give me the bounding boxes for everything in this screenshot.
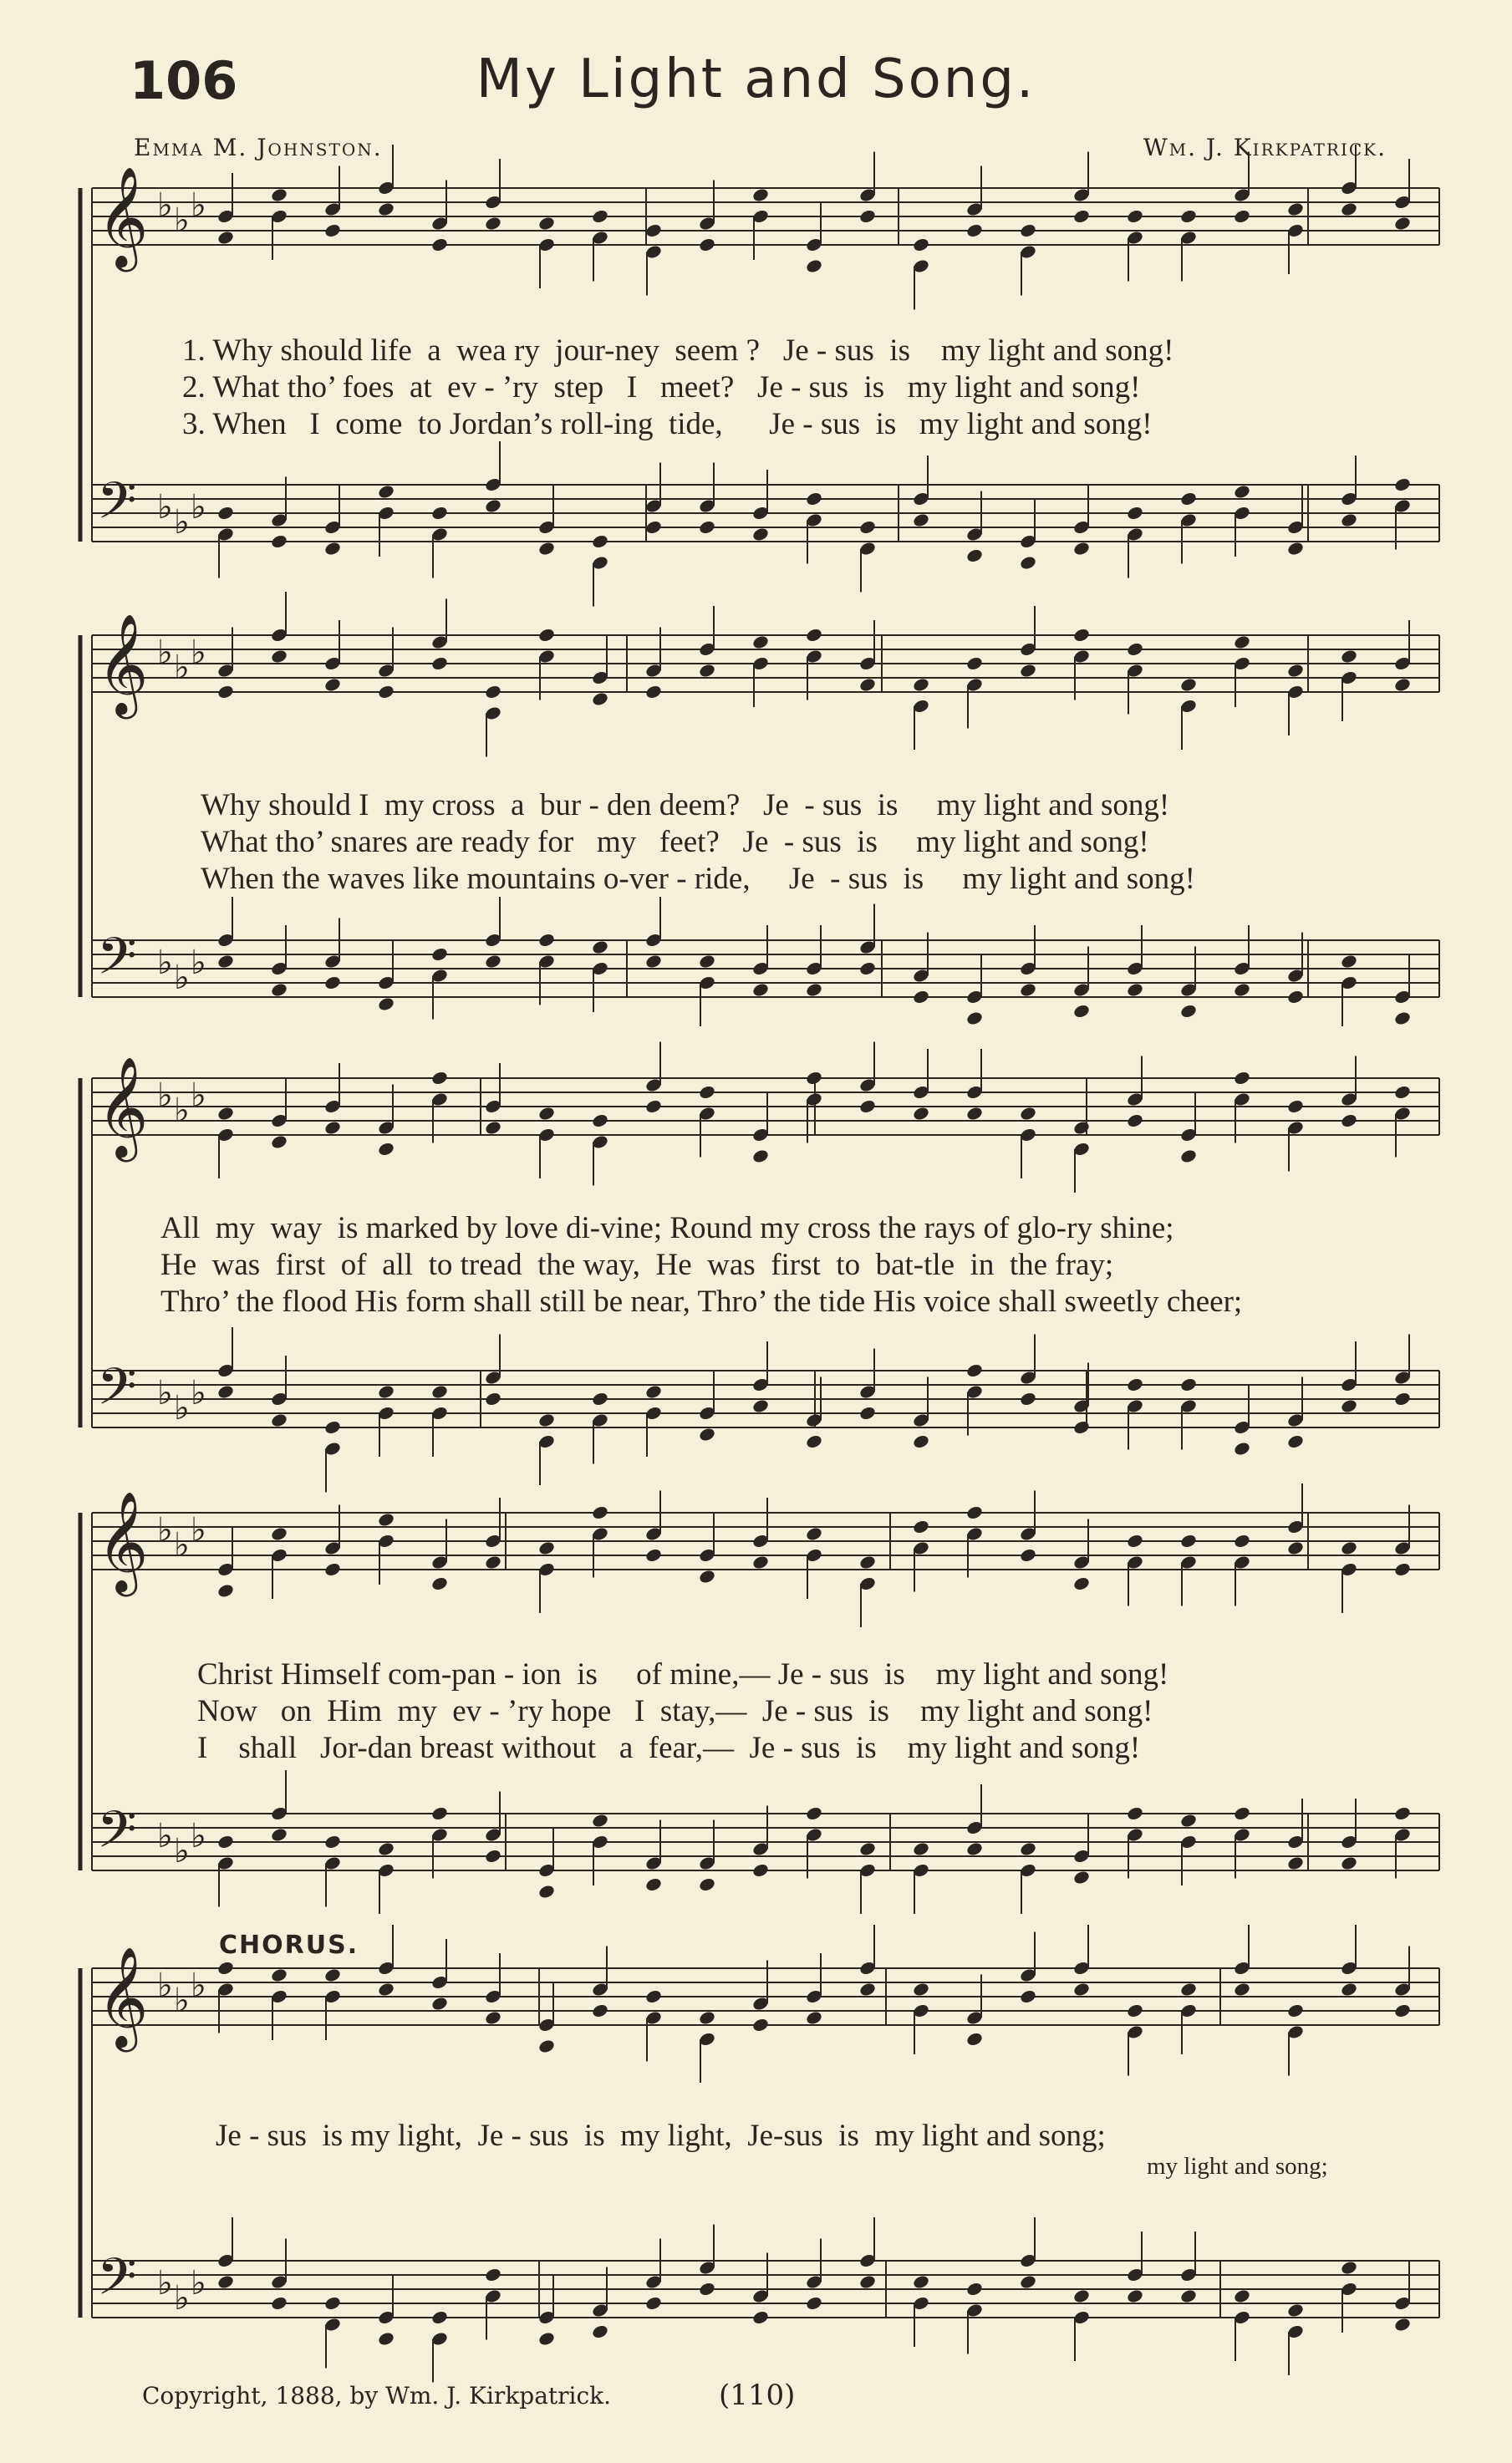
lyric-line: Thro’ the flood His form shall still be near, Thro’ the tide His voice shall sweetly cheer; (160, 1285, 1243, 1319)
note-head (751, 1862, 770, 1878)
note-head (1126, 1805, 1144, 1821)
flat-sign: ♭ (191, 2264, 206, 2303)
note-head (377, 484, 395, 500)
note-head (1072, 1419, 1091, 1435)
note-head (377, 996, 395, 1012)
lyric-line: 3. When I come to Jordan’s roll-ing tide, Je - sus is my light and song! (182, 407, 1153, 441)
note-head (1072, 1575, 1091, 1591)
note-head (1179, 491, 1198, 506)
flat-sign: ♭ (157, 186, 173, 225)
clef-glyph: 𝄞 (97, 1490, 149, 1592)
chorus-label: CHORUS. (219, 1931, 359, 1960)
note-head (430, 1384, 449, 1400)
clef-glyph: 𝄢 (97, 927, 137, 999)
note-head (1072, 1870, 1091, 1885)
note-head (644, 1547, 663, 1563)
note-head (1179, 1148, 1198, 1164)
note-head (1126, 641, 1144, 657)
note-head (1126, 1377, 1144, 1392)
note-head (751, 187, 770, 203)
note-head (1393, 1084, 1412, 1100)
note-head (1072, 2288, 1091, 2304)
note-head (1340, 1540, 1358, 1556)
note-head (377, 1512, 395, 1528)
note-head (430, 1996, 449, 2012)
note-head (591, 533, 609, 549)
note-head (537, 932, 556, 948)
note-head (1019, 982, 1037, 998)
note-head (698, 2281, 716, 2297)
flat-sign: ♭ (174, 1526, 190, 1565)
note-head (1393, 216, 1412, 232)
flat-sign: ♭ (174, 959, 190, 997)
note-head (270, 2295, 288, 2311)
note-head (537, 216, 556, 232)
note-head (1126, 1533, 1144, 1549)
note-head (1072, 1003, 1091, 1019)
note-head (965, 655, 984, 671)
note-head (1233, 1441, 1251, 1457)
flat-sign: ♭ (174, 2279, 190, 2318)
note-head (1393, 1561, 1412, 1577)
note-head (216, 1583, 235, 1599)
note-head (377, 1841, 395, 1857)
note-head (1179, 1813, 1198, 1829)
page-number: (110) (719, 2379, 796, 2412)
note-head (1340, 1398, 1358, 1414)
note-head (1233, 1805, 1251, 1821)
note-head (805, 982, 823, 998)
flat-sign: ♭ (157, 1076, 173, 1115)
note-head (965, 1106, 984, 1122)
note-head (965, 2031, 984, 2047)
note-head (912, 989, 930, 1005)
flat-sign: ♭ (157, 634, 173, 672)
note-head (858, 1555, 877, 1570)
clef-glyph: 𝄞 (97, 613, 149, 715)
note-head (751, 634, 770, 650)
note-head (698, 519, 716, 535)
note-head (430, 655, 449, 671)
note-head (216, 2274, 235, 2290)
note-head (1286, 1855, 1305, 1871)
flat-sign: ♭ (191, 1374, 206, 1412)
note-head (430, 237, 449, 252)
note-head (270, 1526, 288, 1542)
note-head (1286, 1540, 1305, 1556)
note-head (912, 1841, 930, 1857)
note-head (537, 1884, 556, 1900)
note-head (1019, 555, 1037, 571)
note-head (805, 627, 823, 643)
note-head (1393, 677, 1412, 693)
note-head (270, 1412, 288, 1428)
lyric-line: Christ Himself com-pan - ion is of mine,— Je - sus is my light and song! (197, 1657, 1169, 1692)
lyric-line: 1. Why should life a wea ry jour-ney seem ? Je - sus is my light and song! (182, 333, 1174, 368)
note-head (698, 663, 716, 679)
note-head (1019, 222, 1037, 238)
note-head (965, 1362, 984, 1378)
note-head (323, 541, 342, 557)
lyric-line: He was first of all to tread the way, He was first to bat-tle in the fray; (160, 1248, 1114, 1282)
note-head (644, 1988, 663, 2004)
note-head (1126, 2288, 1144, 2304)
note-head (591, 1504, 609, 1520)
composer-credit: Wm. J. Kirkpatrick. (1143, 134, 1387, 161)
flat-sign: ♭ (191, 1967, 206, 2005)
note-head (216, 505, 235, 521)
clef-glyph: 𝄢 (97, 471, 137, 543)
note-head (537, 1412, 556, 1428)
note-head (1286, 1098, 1305, 1114)
flat-sign: ♭ (157, 1511, 173, 1550)
flat-sign: ♭ (174, 1092, 190, 1130)
note-head (1179, 1377, 1198, 1392)
note-head (858, 208, 877, 224)
flat-sign: ♭ (174, 1982, 190, 2020)
note-head (430, 505, 449, 521)
note-head (537, 1106, 556, 1122)
note-head (1393, 476, 1412, 492)
lyric-line: 2. What tho’ foes at ev - ’ry step I meet? Je - sus is my light and song! (182, 370, 1141, 405)
note-head (1126, 2002, 1144, 2018)
note-head (912, 677, 930, 693)
note-head (430, 1070, 449, 1086)
note-head (537, 1540, 556, 1556)
note-head (270, 649, 288, 664)
note-head (484, 684, 502, 700)
note-head (965, 2281, 984, 2297)
note-head (323, 1561, 342, 1577)
note-head (591, 939, 609, 955)
note-head (1340, 1112, 1358, 1128)
note-head (1179, 208, 1198, 224)
note-head (751, 2017, 770, 2033)
note-head (484, 1555, 502, 1570)
note-head (858, 1982, 877, 1997)
note-head (644, 954, 663, 969)
note-head (591, 208, 609, 224)
lyric-line: When the waves like mountains o-ver - ride, Je - sus is my light and song! (201, 862, 1195, 896)
note-head (377, 2331, 395, 2347)
note-head (1233, 1070, 1251, 1086)
note-head (698, 1084, 716, 1100)
note-head (805, 1070, 823, 1086)
note-head (1286, 989, 1305, 1005)
clef-glyph: 𝄞 (97, 1946, 149, 2048)
note-head (1393, 1805, 1412, 1821)
lyricist-credit: Emma M. Johnston. (134, 134, 383, 161)
note-head (1340, 201, 1358, 217)
note-head (1179, 1982, 1198, 1997)
note-head (858, 2274, 877, 2290)
note-head (858, 1098, 877, 1114)
note-head (1286, 663, 1305, 679)
note-head (1019, 2274, 1037, 2290)
note-head (270, 187, 288, 203)
note-head (537, 541, 556, 557)
note-head (644, 519, 663, 535)
note-head (912, 1982, 930, 1997)
note-head (751, 1148, 770, 1164)
flat-sign: ♭ (191, 944, 206, 982)
note-head (1072, 1120, 1091, 1136)
note-head (484, 954, 502, 969)
note-head (377, 684, 395, 700)
note-head (858, 677, 877, 693)
note-head (698, 954, 716, 969)
note-head (216, 1834, 235, 1850)
note-head (644, 222, 663, 238)
note-head (377, 1982, 395, 1997)
note-head (1126, 208, 1144, 224)
note-head (912, 1519, 930, 1534)
flat-sign: ♭ (174, 1832, 190, 1870)
note-head (1019, 1841, 1037, 1857)
note-head (1179, 1533, 1198, 1549)
note-head (1340, 2260, 1358, 2276)
note-head (965, 222, 984, 238)
note-head (858, 1405, 877, 1421)
flat-sign: ♭ (191, 186, 206, 225)
note-head (270, 982, 288, 998)
note-head (1393, 2317, 1412, 2333)
note-head (1393, 1391, 1412, 1407)
clef-glyph: 𝄢 (97, 2247, 137, 2319)
note-head (805, 258, 823, 274)
lyric-line: Why should I my cross a bur - den deem? Je - sus is my light and song! (201, 788, 1170, 822)
note-head (1019, 1106, 1037, 1122)
note-head (965, 1010, 984, 1026)
note-head (1393, 2002, 1412, 2018)
hymn-number: 106 (130, 50, 238, 111)
clef-glyph: 𝄞 (97, 165, 149, 267)
note-head (965, 1841, 984, 1857)
note-head (270, 1827, 288, 1843)
note-head (323, 975, 342, 990)
copyright-notice: Copyright, 1888, by Wm. J. Kirkpatrick. (142, 2382, 612, 2410)
chorus-line: Je - sus is my light, Je - sus is my light, Je-sus is my light and song; (216, 2119, 1106, 2153)
lyric-line: I shall Jor-dan breast without a fear,— Je - sus is my light and song! (197, 1731, 1141, 1765)
note-head (591, 2002, 609, 2018)
note-head (805, 2010, 823, 2026)
note-head (1286, 541, 1305, 557)
note-head (805, 2295, 823, 2311)
note-head (751, 527, 770, 542)
flat-sign: ♭ (191, 1817, 206, 1855)
chorus-echo: my light and song; (1147, 2153, 1328, 2180)
flat-sign: ♭ (174, 1389, 190, 1427)
note-head (858, 519, 877, 535)
note-head (1286, 2303, 1305, 2318)
note-head (644, 2295, 663, 2311)
note-head (377, 201, 395, 217)
note-head (912, 237, 930, 252)
flat-sign: ♭ (157, 2264, 173, 2303)
note-head (1286, 1433, 1305, 1449)
note-head (591, 2323, 609, 2339)
flat-sign: ♭ (191, 488, 206, 527)
note-head (216, 684, 235, 700)
note-head (591, 691, 609, 707)
note-head (644, 1098, 663, 1114)
note-head (644, 1876, 663, 1892)
note-head (484, 216, 502, 232)
note-head (377, 1141, 395, 1157)
note-head (1340, 954, 1358, 969)
note-head (1233, 1982, 1251, 1997)
note-head (377, 1384, 395, 1400)
note-head (591, 1391, 609, 1407)
clef-glyph: 𝄞 (97, 1056, 149, 1158)
note-head (1233, 2288, 1251, 2304)
note-head (1072, 208, 1091, 224)
note-head (1233, 484, 1251, 500)
note-head (216, 230, 235, 246)
note-head (912, 512, 930, 528)
note-head (805, 1526, 823, 1542)
note-head (751, 982, 770, 998)
note-head (484, 1848, 502, 1864)
clef-glyph: 𝄢 (97, 1800, 137, 1872)
note-head (1019, 1391, 1037, 1407)
flat-sign: ♭ (191, 1076, 206, 1115)
note-head (1126, 1112, 1144, 1128)
note-head (1179, 2288, 1198, 2304)
note-head (216, 954, 235, 969)
note-head (1179, 677, 1198, 693)
note-head (858, 960, 877, 976)
note-head (430, 1805, 449, 1821)
note-head (323, 222, 342, 238)
note-head (1072, 541, 1091, 557)
note-head (537, 627, 556, 643)
lyric-line: What tho’ snares are ready for my feet? Je - sus is my light and song! (201, 825, 1149, 859)
note-head (1233, 982, 1251, 998)
note-head (698, 1427, 716, 1443)
note-head (1233, 634, 1251, 650)
note-head (591, 1813, 609, 1829)
note-head (751, 2309, 770, 2325)
flat-sign: ♭ (174, 201, 190, 240)
note-head (1072, 1982, 1091, 1997)
note-head (216, 1960, 235, 1976)
note-head (751, 1555, 770, 1570)
note-head (430, 1575, 449, 1591)
note-head (751, 1398, 770, 1414)
note-head (1019, 663, 1037, 679)
lyric-line: All my way is marked by love di-vine; Round my cross the rays of glo-ry shine; (160, 1211, 1174, 1245)
note-head (912, 1433, 930, 1449)
note-head (698, 2010, 716, 2026)
note-head (430, 2309, 449, 2325)
note-head (1126, 505, 1144, 521)
note-head (270, 533, 288, 549)
flat-sign: ♭ (191, 1511, 206, 1550)
note-head (430, 946, 449, 962)
note-head (270, 1967, 288, 1983)
note-head (591, 1112, 609, 1128)
note-head (644, 684, 663, 700)
note-head (1340, 512, 1358, 528)
note-head (323, 2295, 342, 2311)
note-head (858, 1841, 877, 1857)
note-head (1393, 1010, 1412, 1026)
note-head (912, 1106, 930, 1122)
note-head (698, 237, 716, 252)
note-head (323, 1834, 342, 1850)
note-head (484, 2010, 502, 2026)
flat-sign: ♭ (157, 1817, 173, 1855)
flat-sign: ♭ (157, 944, 173, 982)
flat-sign: ♭ (174, 503, 190, 542)
note-head (805, 1433, 823, 1449)
note-head (323, 1120, 342, 1136)
flat-sign: ♭ (157, 1967, 173, 2005)
note-head (484, 1391, 502, 1407)
note-head (1233, 1533, 1251, 1549)
flat-sign: ♭ (157, 488, 173, 527)
note-head (537, 2038, 556, 2054)
note-head (965, 1504, 984, 1520)
note-head (1233, 208, 1251, 224)
lyric-line: Now on Him my ev - ’ry hope I stay,— Je - sus is my light and song! (197, 1694, 1153, 1728)
hymn-title: My Light and Song. (476, 48, 1036, 110)
note-head (216, 1106, 235, 1122)
flat-sign: ♭ (191, 634, 206, 672)
note-head (698, 1876, 716, 1892)
note-head (1126, 982, 1144, 998)
note-head (644, 1384, 663, 1400)
flat-sign: ♭ (174, 649, 190, 687)
flat-sign: ♭ (157, 1374, 173, 1412)
note-head (484, 2267, 502, 2282)
note-head (216, 1384, 235, 1400)
note-head (270, 1134, 288, 1150)
note-head (1286, 201, 1305, 217)
note-head (1179, 1003, 1198, 1019)
note-head (698, 1569, 716, 1585)
note-head (323, 1967, 342, 1983)
note-head (484, 498, 502, 514)
note-head (1286, 2002, 1305, 2018)
note-head (1072, 627, 1091, 643)
note-head (1340, 1982, 1358, 1997)
note-head (805, 1805, 823, 1821)
note-head (912, 2274, 930, 2290)
note-head (323, 677, 342, 693)
clef-glyph: 𝄢 (97, 1357, 137, 1429)
note-head (1019, 1547, 1037, 1563)
note-head (1340, 1855, 1358, 1871)
note-head (1019, 1988, 1037, 2004)
note-head (323, 1419, 342, 1435)
note-head (965, 547, 984, 563)
note-head (805, 491, 823, 506)
note-head (1340, 649, 1358, 664)
note-head (484, 1120, 502, 1136)
note-head (537, 2331, 556, 2347)
